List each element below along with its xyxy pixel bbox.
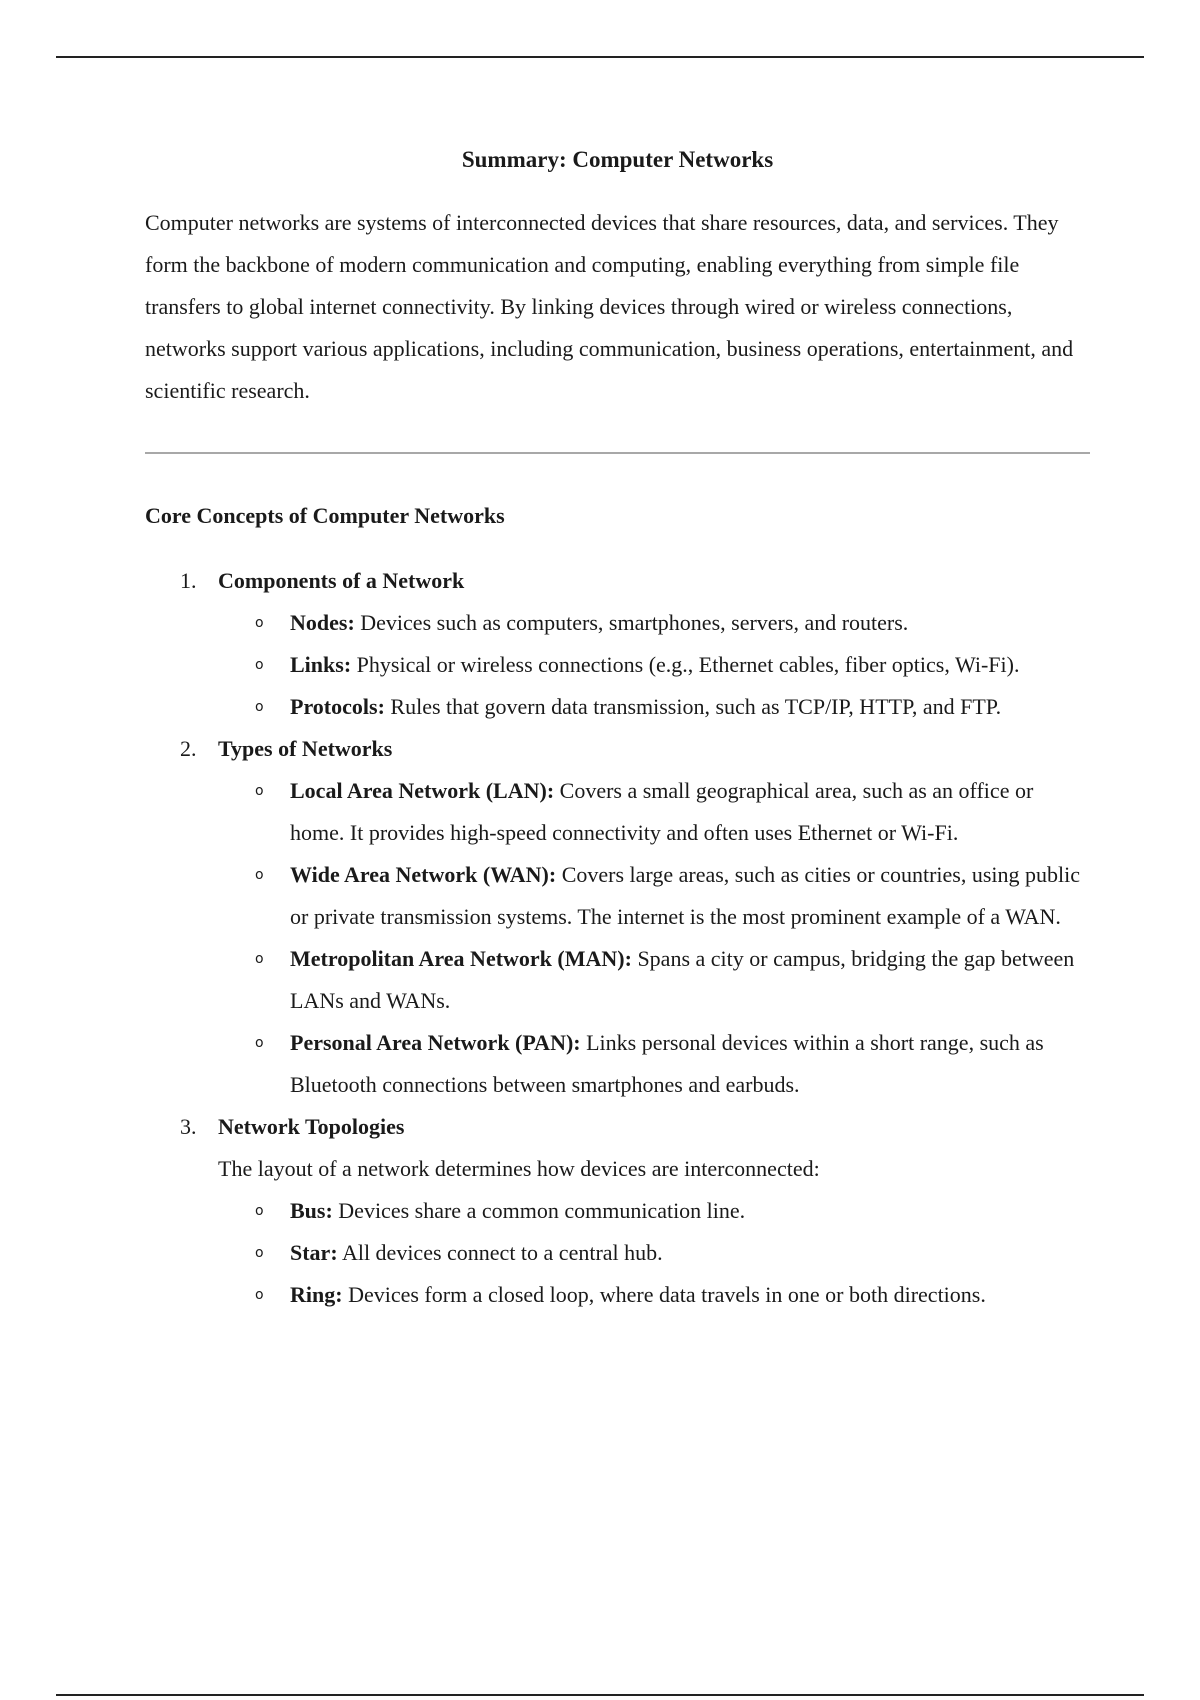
- sub-item-text: Devices form a closed loop, where data travels in one or both directions.: [342, 1282, 986, 1307]
- circle-bullet-icon: o: [255, 1245, 264, 1261]
- sub-item-nodes: [218, 602, 1090, 644]
- concepts-list: [145, 560, 1090, 1316]
- sub-item-ring: [218, 1274, 1090, 1316]
- circle-bullet-icon: o: [255, 1203, 264, 1219]
- sub-item-term: Personal Area Network (PAN):: [290, 1030, 581, 1055]
- sub-list: [218, 1190, 1090, 1316]
- sub-item-term: Wide Area Network (WAN):: [290, 862, 557, 887]
- list-number: 3.: [180, 1114, 197, 1139]
- sub-item-term: Metropolitan Area Network (MAN):: [290, 946, 632, 971]
- circle-bullet-icon: o: [255, 783, 264, 799]
- list-item-label: Components of a Network: [218, 568, 465, 593]
- section-heading: Core Concepts of Computer Networks: [145, 503, 505, 528]
- sub-item-text: Devices such as computers, smartphones, servers, and routers.: [354, 610, 909, 635]
- list-item-types: [145, 728, 1090, 1106]
- list-item-label: Types of Networks: [218, 736, 393, 761]
- document-body: [145, 142, 1090, 1316]
- sub-item-text: Covers a small geographical area, such as an office or home. It provides high-speed connectivity and often uses Ethernet or Wi-Fi.: [290, 778, 1034, 845]
- page-bottom-rule: [56, 1694, 1144, 1696]
- document-title: Summary: Computer Networks: [461, 147, 774, 172]
- circle-bullet-icon: o: [255, 699, 264, 715]
- list-number: 1.: [180, 568, 197, 593]
- sub-item-text: Rules that govern data transmission, such as TCP/IP, HTTP, and FTP.: [384, 694, 1002, 719]
- sub-item-term: Local Area Network (LAN):: [290, 778, 555, 803]
- sub-item-term: Star:: [290, 1240, 338, 1265]
- sub-list: [218, 602, 1090, 728]
- sub-item-text: Devices share a common communication line.: [332, 1198, 746, 1223]
- sub-item-protocols: [218, 686, 1090, 728]
- sub-item-term: Links:: [290, 652, 352, 677]
- sub-item-text: Links personal devices within a short range, such as Bluetooth connections between smartphones and earbuds.: [290, 1030, 1044, 1097]
- section-divider: [145, 452, 1090, 454]
- intro-paragraph: Computer networks are systems of interconnected devices that share resources, data, and services. They form the backbone of modern communication and computing, enabling everything from simple file transfers to global internet connectivity. By linking devices through wired or wireless connections, networks support various applications, including communication, business operations, entertainment, and scientific research.: [145, 210, 1074, 403]
- sub-item-text: All devices connect to a central hub.: [337, 1240, 663, 1265]
- sub-item-star: [218, 1232, 1090, 1274]
- circle-bullet-icon: o: [255, 951, 264, 967]
- sub-item-text: Covers large areas, such as cities or countries, using public or private transmission systems. The internet is the most prominent example of a WAN.: [290, 862, 1080, 929]
- list-item-components: [145, 560, 1090, 728]
- page-top-rule: [56, 56, 1144, 58]
- circle-bullet-icon: o: [255, 657, 264, 673]
- sub-item-bus: [218, 1190, 1090, 1232]
- list-item-topologies: [145, 1106, 1090, 1316]
- sub-item-term: Protocols:: [290, 694, 385, 719]
- list-item-description: The layout of a network determines how devices are interconnected:: [218, 1156, 820, 1181]
- list-number: 2.: [180, 736, 197, 761]
- sub-item-man: [218, 938, 1090, 1022]
- list-item-label: Network Topologies: [218, 1114, 405, 1139]
- sub-item-text: Spans a city or campus, bridging the gap between LANs and WANs.: [290, 946, 1075, 1013]
- sub-item-text: Physical or wireless connections (e.g., Ethernet cables, fiber optics, Wi-Fi).: [351, 652, 1020, 677]
- sub-item-links: [218, 644, 1090, 686]
- sub-item-term: Nodes:: [290, 610, 355, 635]
- sub-item-term: Bus:: [290, 1198, 333, 1223]
- circle-bullet-icon: o: [255, 1035, 264, 1051]
- sub-item-lan: [218, 770, 1090, 854]
- sub-item-pan: [218, 1022, 1090, 1106]
- circle-bullet-icon: o: [255, 1287, 264, 1303]
- sub-item-term: Ring:: [290, 1282, 343, 1307]
- sub-list: [218, 770, 1090, 1106]
- sub-item-wan: [218, 854, 1090, 938]
- circle-bullet-icon: o: [255, 615, 264, 631]
- circle-bullet-icon: o: [255, 867, 264, 883]
